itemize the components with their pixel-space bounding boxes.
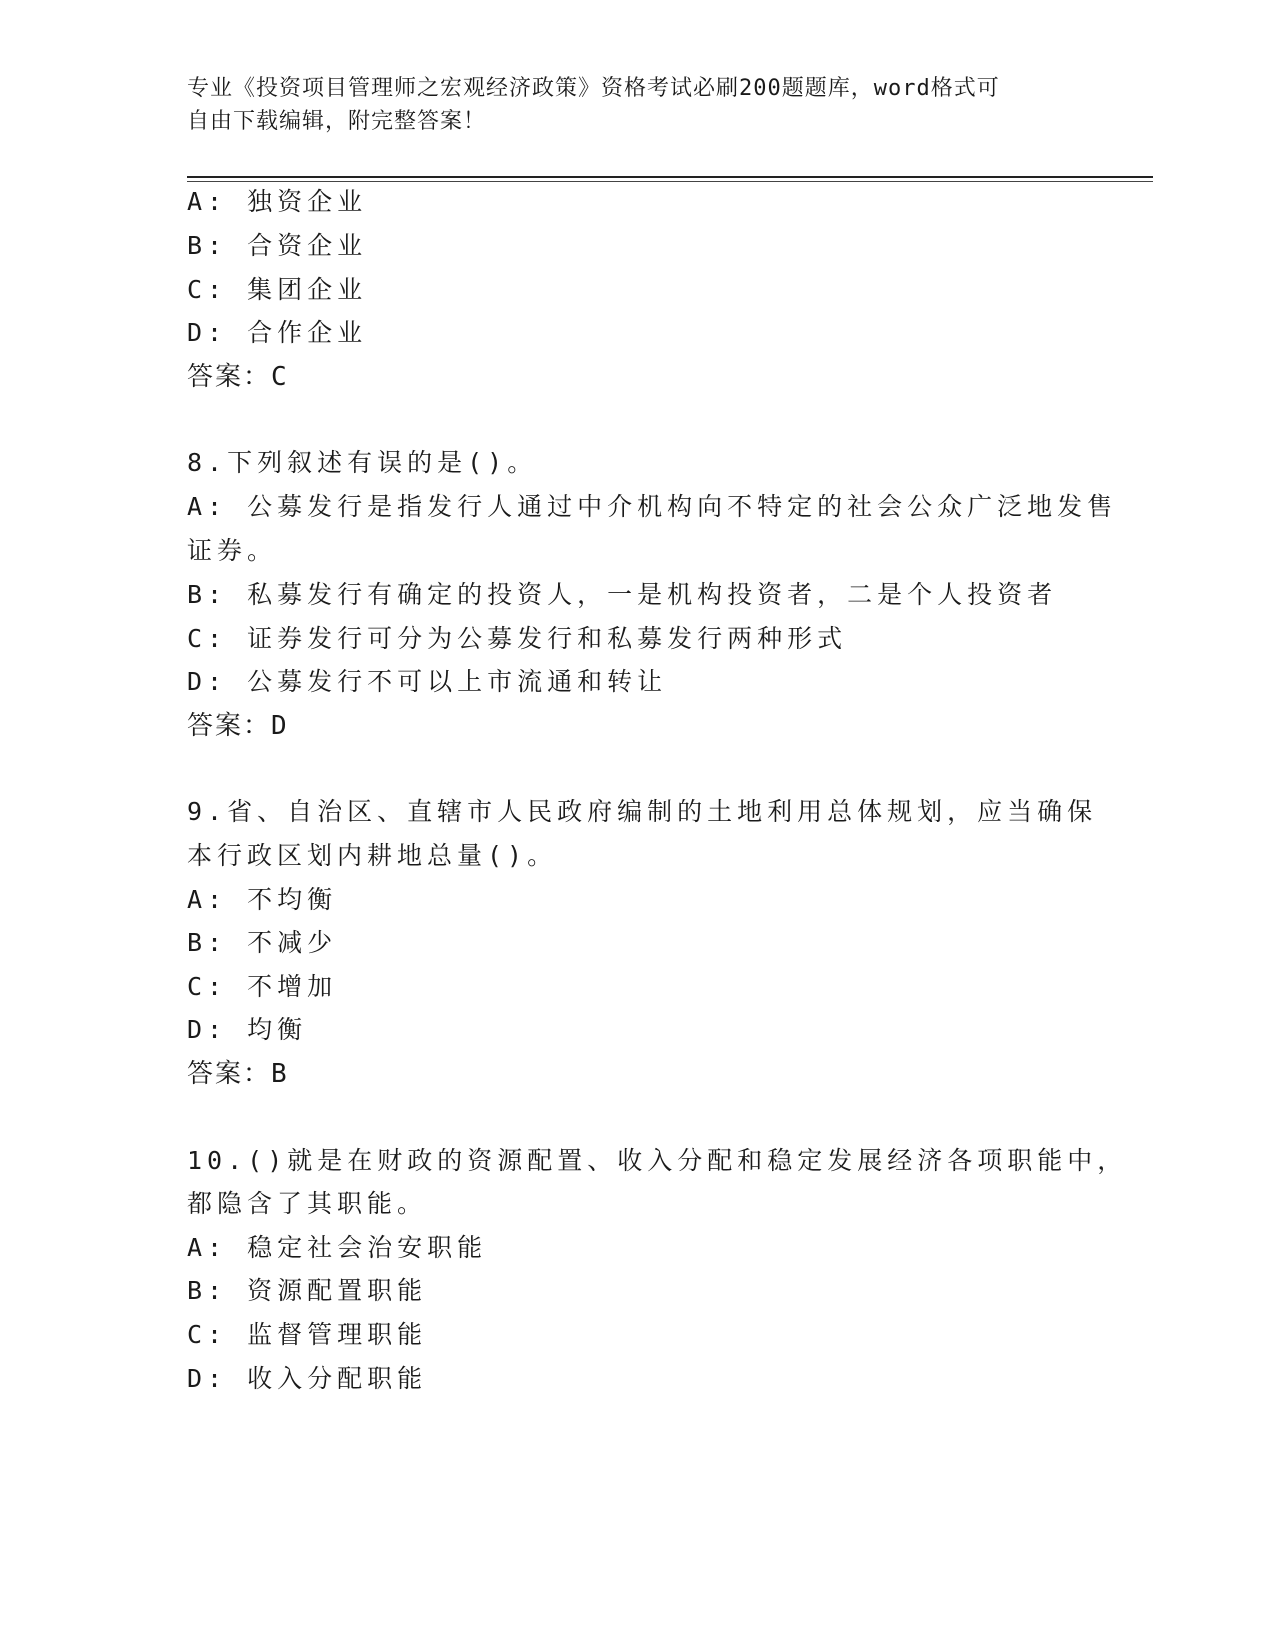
q8-option-a-continued: 证券。 [187, 536, 278, 565]
q10-option-c: C: 监督管理职能 [187, 1320, 428, 1349]
header-title-line-1: 专业《投资项目管理师之宏观经济政策》资格考试必刷200题题库，word格式可 [187, 76, 1000, 101]
q7-option-d: D: 合作企业 [187, 318, 368, 347]
q10-option-d: D: 收入分配职能 [187, 1364, 428, 1393]
q10-option-a: A: 稳定社会治安职能 [187, 1233, 488, 1262]
q9-option-b: B: 不减少 [187, 928, 338, 957]
q8-option-d: D: 公募发行不可以上市流通和转让 [187, 667, 668, 696]
q9-stem: 9.省、自治区、直辖市人民政府编制的土地利用总体规划，应当确保 [187, 797, 1098, 826]
q8-option-c: C: 证券发行可分为公募发行和私募发行两种形式 [187, 624, 848, 653]
answer-label: 答案： [187, 362, 272, 392]
q10-stem: 10.()就是在财政的资源配置、收入分配和稳定发展经济各项职能中， [187, 1146, 1128, 1175]
q7-option-a: A: 独资企业 [187, 187, 368, 216]
q10-option-b: B: 资源配置职能 [187, 1276, 428, 1305]
answer-value: D [271, 711, 289, 741]
document-header [187, 72, 1067, 138]
q7-answer [187, 362, 289, 392]
q10-stem-continued: 都隐含了其职能。 [187, 1189, 428, 1218]
q8-option-a: A: 公募发行是指发行人通过中介机构向不特定的社会公众广泛地发售 [187, 492, 1118, 521]
q9-answer [187, 1059, 289, 1089]
q7-option-b: B: 合资企业 [187, 231, 368, 260]
header-title-line-2: 自由下载编辑，附完整答案！ [187, 109, 487, 134]
answer-label: 答案： [187, 711, 272, 741]
header-divider-thin [187, 181, 1153, 182]
q9-option-a: A: 不均衡 [187, 885, 338, 914]
q9-stem-continued: 本行政区划内耕地总量()。 [187, 841, 558, 870]
answer-value: C [271, 362, 289, 392]
header-divider-thick [187, 176, 1153, 178]
q8-option-b: B: 私募发行有确定的投资人，一是机构投资者，二是个人投资者 [187, 580, 1058, 609]
answer-value: B [271, 1059, 289, 1089]
q9-option-c: C: 不增加 [187, 972, 338, 1001]
q8-stem: 8.下列叙述有误的是()。 [187, 448, 538, 477]
q7-option-c: C: 集团企业 [187, 275, 368, 304]
q8-answer [187, 711, 289, 741]
answer-label: 答案： [187, 1059, 272, 1089]
q9-option-d: D: 均衡 [187, 1015, 308, 1044]
